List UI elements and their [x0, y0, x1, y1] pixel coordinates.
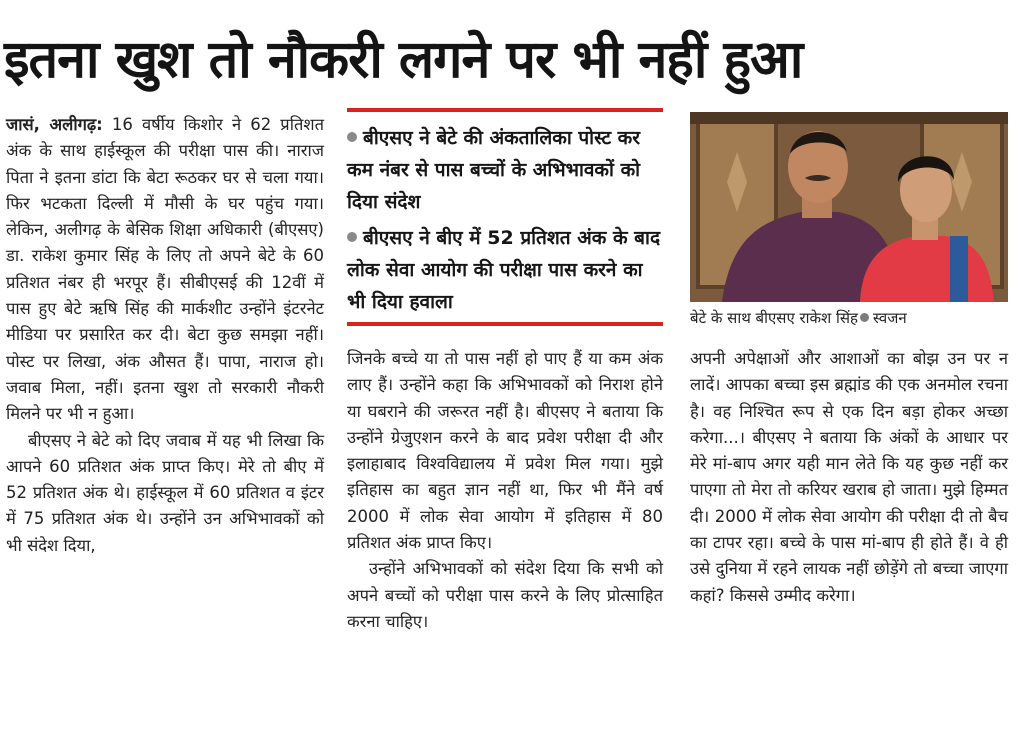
pull-quote-item-1-text: बीएसए ने बेटे की अंकतालिका पोस्ट कर कम नंबर से पास बच्चों के अभिभावकों को दिया संदेश [347, 127, 641, 213]
pull-quote-item-2-text: बीएसए ने बीए में 52 प्रतिशत अंक के बाद लोक सेवा आयोग की परीक्षा पास करने का भी दिया हवाला [347, 227, 661, 313]
column1-paragraph-1-text: 16 वर्षीय किशोर ने 62 प्रतिशत अंक के साथ हाईस्कूल की परीक्षा पास की। नाराज पिता ने इतना डांटा कि बेटा रूठकर घर से चला गया। फिर भटकता दिल्ली में मौसी के घर पहुंच गया। लेकिन, अलीगढ़ के बेसिक शिक्षा अधिकारी (बीएसए) डा. राकेश कुमार सिंह के लिए तो अपने बेटे के 60 प्रतिशत नंबर ही भरपूर हैं। सीबीएसई की 12वीं में पास हुए बेटे ऋषि सिंह की मार्कशीट उन्होंने इंटरनेट मीडिया पर प्रसारित कर दी। बेटा कुछ समझा नहीं। पोस्ट पर लिखा, अंक औसत हैं। पापा, नाराज हो। जवाब मिला, नहीं। इतना खुश तो सरकारी नौकरी मिलने पर भी न हुआ। [6, 115, 324, 424]
article-column-1 [6, 112, 324, 559]
photo-credit: स्वजन [873, 309, 907, 327]
pull-quote-item-1 [347, 122, 663, 218]
dateline: जासं, अलीगढ़: [6, 115, 103, 134]
article-column-2 [347, 346, 663, 635]
bullet-icon [860, 313, 869, 322]
column2-paragraph-1: जिनके बच्चे या तो पास नहीं हो पाए हैं या कम अंक लाए हैं। उन्होंने कहा कि अभिभावकों को निराश होने या घबराने की जरूरत नहीं है। बीएसए ने बताया कि उन्होंने ग्रेजुएशन करने के बाद प्रवेश परीक्षा दी और इलाहाबाद विश्वविद्यालय में प्रवेश मिल गया। मुझे इतिहास का बहुत ज्ञान नहीं था, फिर भी मैंने वर्ष 2000 में लोक सेवा आयोग में इतिहास में 80 प्रतिशत अंक प्राप्त किए। [347, 349, 663, 553]
pull-quote-bottom-rule [347, 322, 663, 326]
news-photo [690, 112, 1008, 302]
bullet-icon [347, 132, 357, 142]
father-son-photo-illustration [690, 112, 1008, 302]
pull-quote-top-rule [347, 108, 663, 112]
pull-quote-box [347, 108, 663, 330]
article-column-3 [690, 346, 1008, 609]
photo-caption [690, 306, 1008, 330]
pull-quote-item-2 [347, 222, 663, 318]
column1-paragraph-1 [6, 112, 324, 428]
column3-paragraph-1: अपनी अपेक्षाओं और आशाओं का बोझ उन पर न लादें। आपका बच्चा इस ब्रह्मांड की एक अनमोल रचना है। वह निश्चित रूप से एक दिन बड़ा होकर अच्छा करेगा...। बीएसए ने बताया कि अंकों के आधार पर मेरे मां-बाप अगर यही मान लेते कि यह कुछ नहीं कर पाएगा तो मेरा तो करियर खराब हो जाता। मुझे हिम्मत दी। 2000 में लोक सेवा आयोग की परीक्षा दी तो बैच का टापर रहा। बच्चे के पास मां-बाप ही होते हैं। वे ही उसे दुनिया में रहने लायक नहीं छोड़ेंगे तो बच्चा जाएगा कहां? किससे उम्मीद करेगा। [690, 349, 1008, 605]
photo-caption-text: बेटे के साथ बीएसए राकेश सिंह [690, 309, 859, 327]
column1-paragraph-2: बीएसए ने बेटे को दिए जवाब में यह भी लिखा कि आपने 60 प्रतिशत अंक प्राप्त किए। मेरे तो बीए में 52 प्रतिशत अंक थे। हाईस्कूल में 60 प्रतिशत व इंटर में 75 प्रतिशत अंक थे। उन्होंने उन अभिभावकों को भी संदेश दिया, [6, 430, 324, 555]
bullet-icon [347, 232, 357, 242]
column2-paragraph-2: उन्होंने अभिभावकों को संदेश दिया कि सभी को अपने बच्चों को परीक्षा पास करने के लिए प्रोत्साहित करना चाहिए। [347, 559, 663, 631]
headline: इतना खुश तो नौकरी लगने पर भी नहीं हुआ [4, 30, 803, 90]
